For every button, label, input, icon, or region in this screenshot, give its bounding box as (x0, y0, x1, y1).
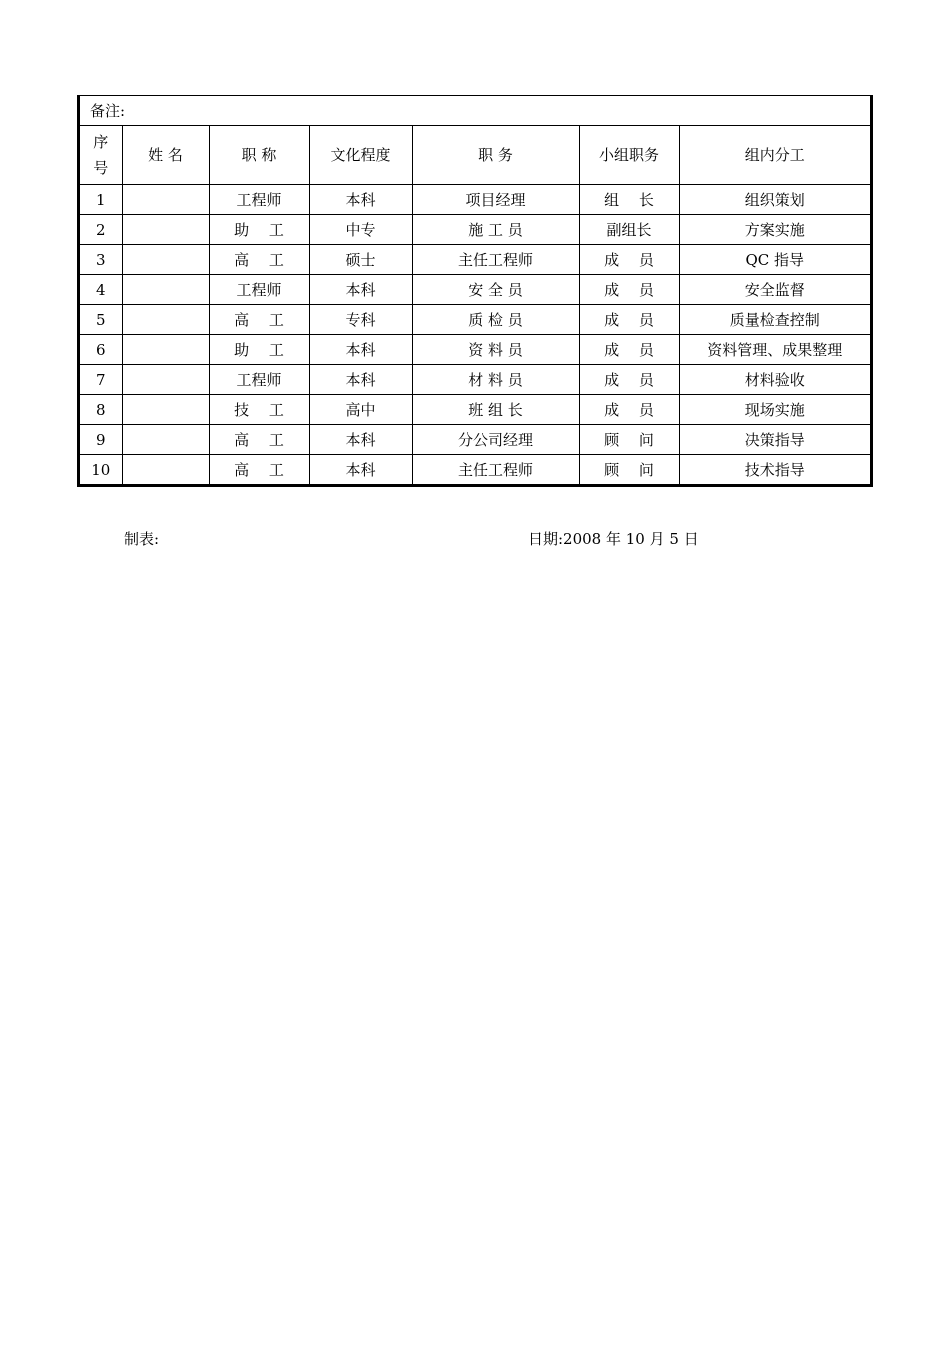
cell-education: 本科 (309, 455, 412, 485)
cell-seq: 7 (80, 365, 122, 395)
cell-division: 质量检查控制 (679, 305, 870, 335)
remark-row (80, 96, 870, 126)
cell-education: 中专 (309, 215, 412, 245)
cell-seq: 5 (80, 305, 122, 335)
cell-name (122, 245, 209, 275)
table-row (80, 305, 870, 335)
cell-group-role: 副组长 (579, 215, 679, 245)
cell-name (122, 455, 209, 485)
cell-name (122, 335, 209, 365)
header-education: 文化程度 (309, 126, 412, 185)
cell-division: 决策指导 (679, 425, 870, 455)
table-row (80, 335, 870, 365)
cell-group-role: 成 员 (579, 245, 679, 275)
cell-position: 材 料 员 (412, 365, 579, 395)
table-row (80, 395, 870, 425)
cell-division: 现场实施 (679, 395, 870, 425)
cell-education: 硕士 (309, 245, 412, 275)
cell-position: 班 组 长 (412, 395, 579, 425)
header-seq (80, 126, 122, 185)
cell-title: 高 工 (209, 455, 309, 485)
cell-division: 组织策划 (679, 185, 870, 215)
cell-title: 助 工 (209, 215, 309, 245)
cell-seq: 2 (80, 215, 122, 245)
table-row (80, 215, 870, 245)
header-group-role: 小组职务 (579, 126, 679, 185)
cell-education: 本科 (309, 425, 412, 455)
cell-title: 高 工 (209, 425, 309, 455)
cell-division: 安全监督 (679, 275, 870, 305)
header-title: 职 称 (209, 126, 309, 185)
cell-education: 本科 (309, 365, 412, 395)
cell-seq: 8 (80, 395, 122, 425)
cell-position: 分公司经理 (412, 425, 579, 455)
table-row (80, 275, 870, 305)
cell-name (122, 365, 209, 395)
made-by-label: 制表: (124, 530, 160, 548)
cell-group-role: 成 员 (579, 275, 679, 305)
table-row (80, 425, 870, 455)
staff-table-container (77, 95, 873, 487)
cell-title: 高 工 (209, 245, 309, 275)
header-position: 职 务 (412, 126, 579, 185)
cell-name (122, 425, 209, 455)
cell-position: 质 检 员 (412, 305, 579, 335)
cell-education: 本科 (309, 275, 412, 305)
table-row (80, 245, 870, 275)
cell-group-role: 成 员 (579, 335, 679, 365)
cell-seq: 6 (80, 335, 122, 365)
cell-title: 工程师 (209, 275, 309, 305)
cell-position: 主任工程师 (412, 245, 579, 275)
table-row (80, 455, 870, 485)
header-seq-line1: 序 (93, 133, 109, 151)
cell-position: 项目经理 (412, 185, 579, 215)
cell-title: 技 工 (209, 395, 309, 425)
header-division: 组内分工 (679, 126, 870, 185)
cell-seq: 3 (80, 245, 122, 275)
cell-name (122, 215, 209, 245)
cell-title: 高 工 (209, 305, 309, 335)
cell-seq: 1 (80, 185, 122, 215)
date-label: 日期:2008 年 10 月 5 日 (528, 530, 699, 548)
cell-group-role: 成 员 (579, 365, 679, 395)
cell-group-role: 组 长 (579, 185, 679, 215)
cell-division: 方案实施 (679, 215, 870, 245)
cell-division: QC 指导 (679, 245, 870, 275)
cell-position: 主任工程师 (412, 455, 579, 485)
header-seq-line2: 号 (93, 159, 109, 177)
cell-position: 资 料 员 (412, 335, 579, 365)
cell-seq: 10 (80, 455, 122, 485)
cell-name (122, 185, 209, 215)
table-row (80, 365, 870, 395)
cell-division: 材料验收 (679, 365, 870, 395)
cell-group-role: 顾 问 (579, 425, 679, 455)
cell-seq: 9 (80, 425, 122, 455)
cell-title: 工程师 (209, 365, 309, 395)
cell-division: 技术指导 (679, 455, 870, 485)
cell-title: 助 工 (209, 335, 309, 365)
cell-education: 高中 (309, 395, 412, 425)
cell-education: 专科 (309, 305, 412, 335)
staff-table (80, 96, 870, 484)
cell-name (122, 275, 209, 305)
remark-label: 备注: (80, 96, 870, 126)
cell-education: 本科 (309, 185, 412, 215)
cell-position: 施 工 员 (412, 215, 579, 245)
cell-education: 本科 (309, 335, 412, 365)
cell-group-role: 顾 问 (579, 455, 679, 485)
cell-name (122, 395, 209, 425)
cell-name (122, 305, 209, 335)
cell-group-role: 成 员 (579, 305, 679, 335)
header-name: 姓 名 (122, 126, 209, 185)
cell-group-role: 成 员 (579, 395, 679, 425)
cell-position: 安 全 员 (412, 275, 579, 305)
cell-seq: 4 (80, 275, 122, 305)
table-row (80, 185, 870, 215)
header-row (80, 126, 870, 185)
cell-title: 工程师 (209, 185, 309, 215)
cell-division: 资料管理、成果整理 (679, 335, 870, 365)
